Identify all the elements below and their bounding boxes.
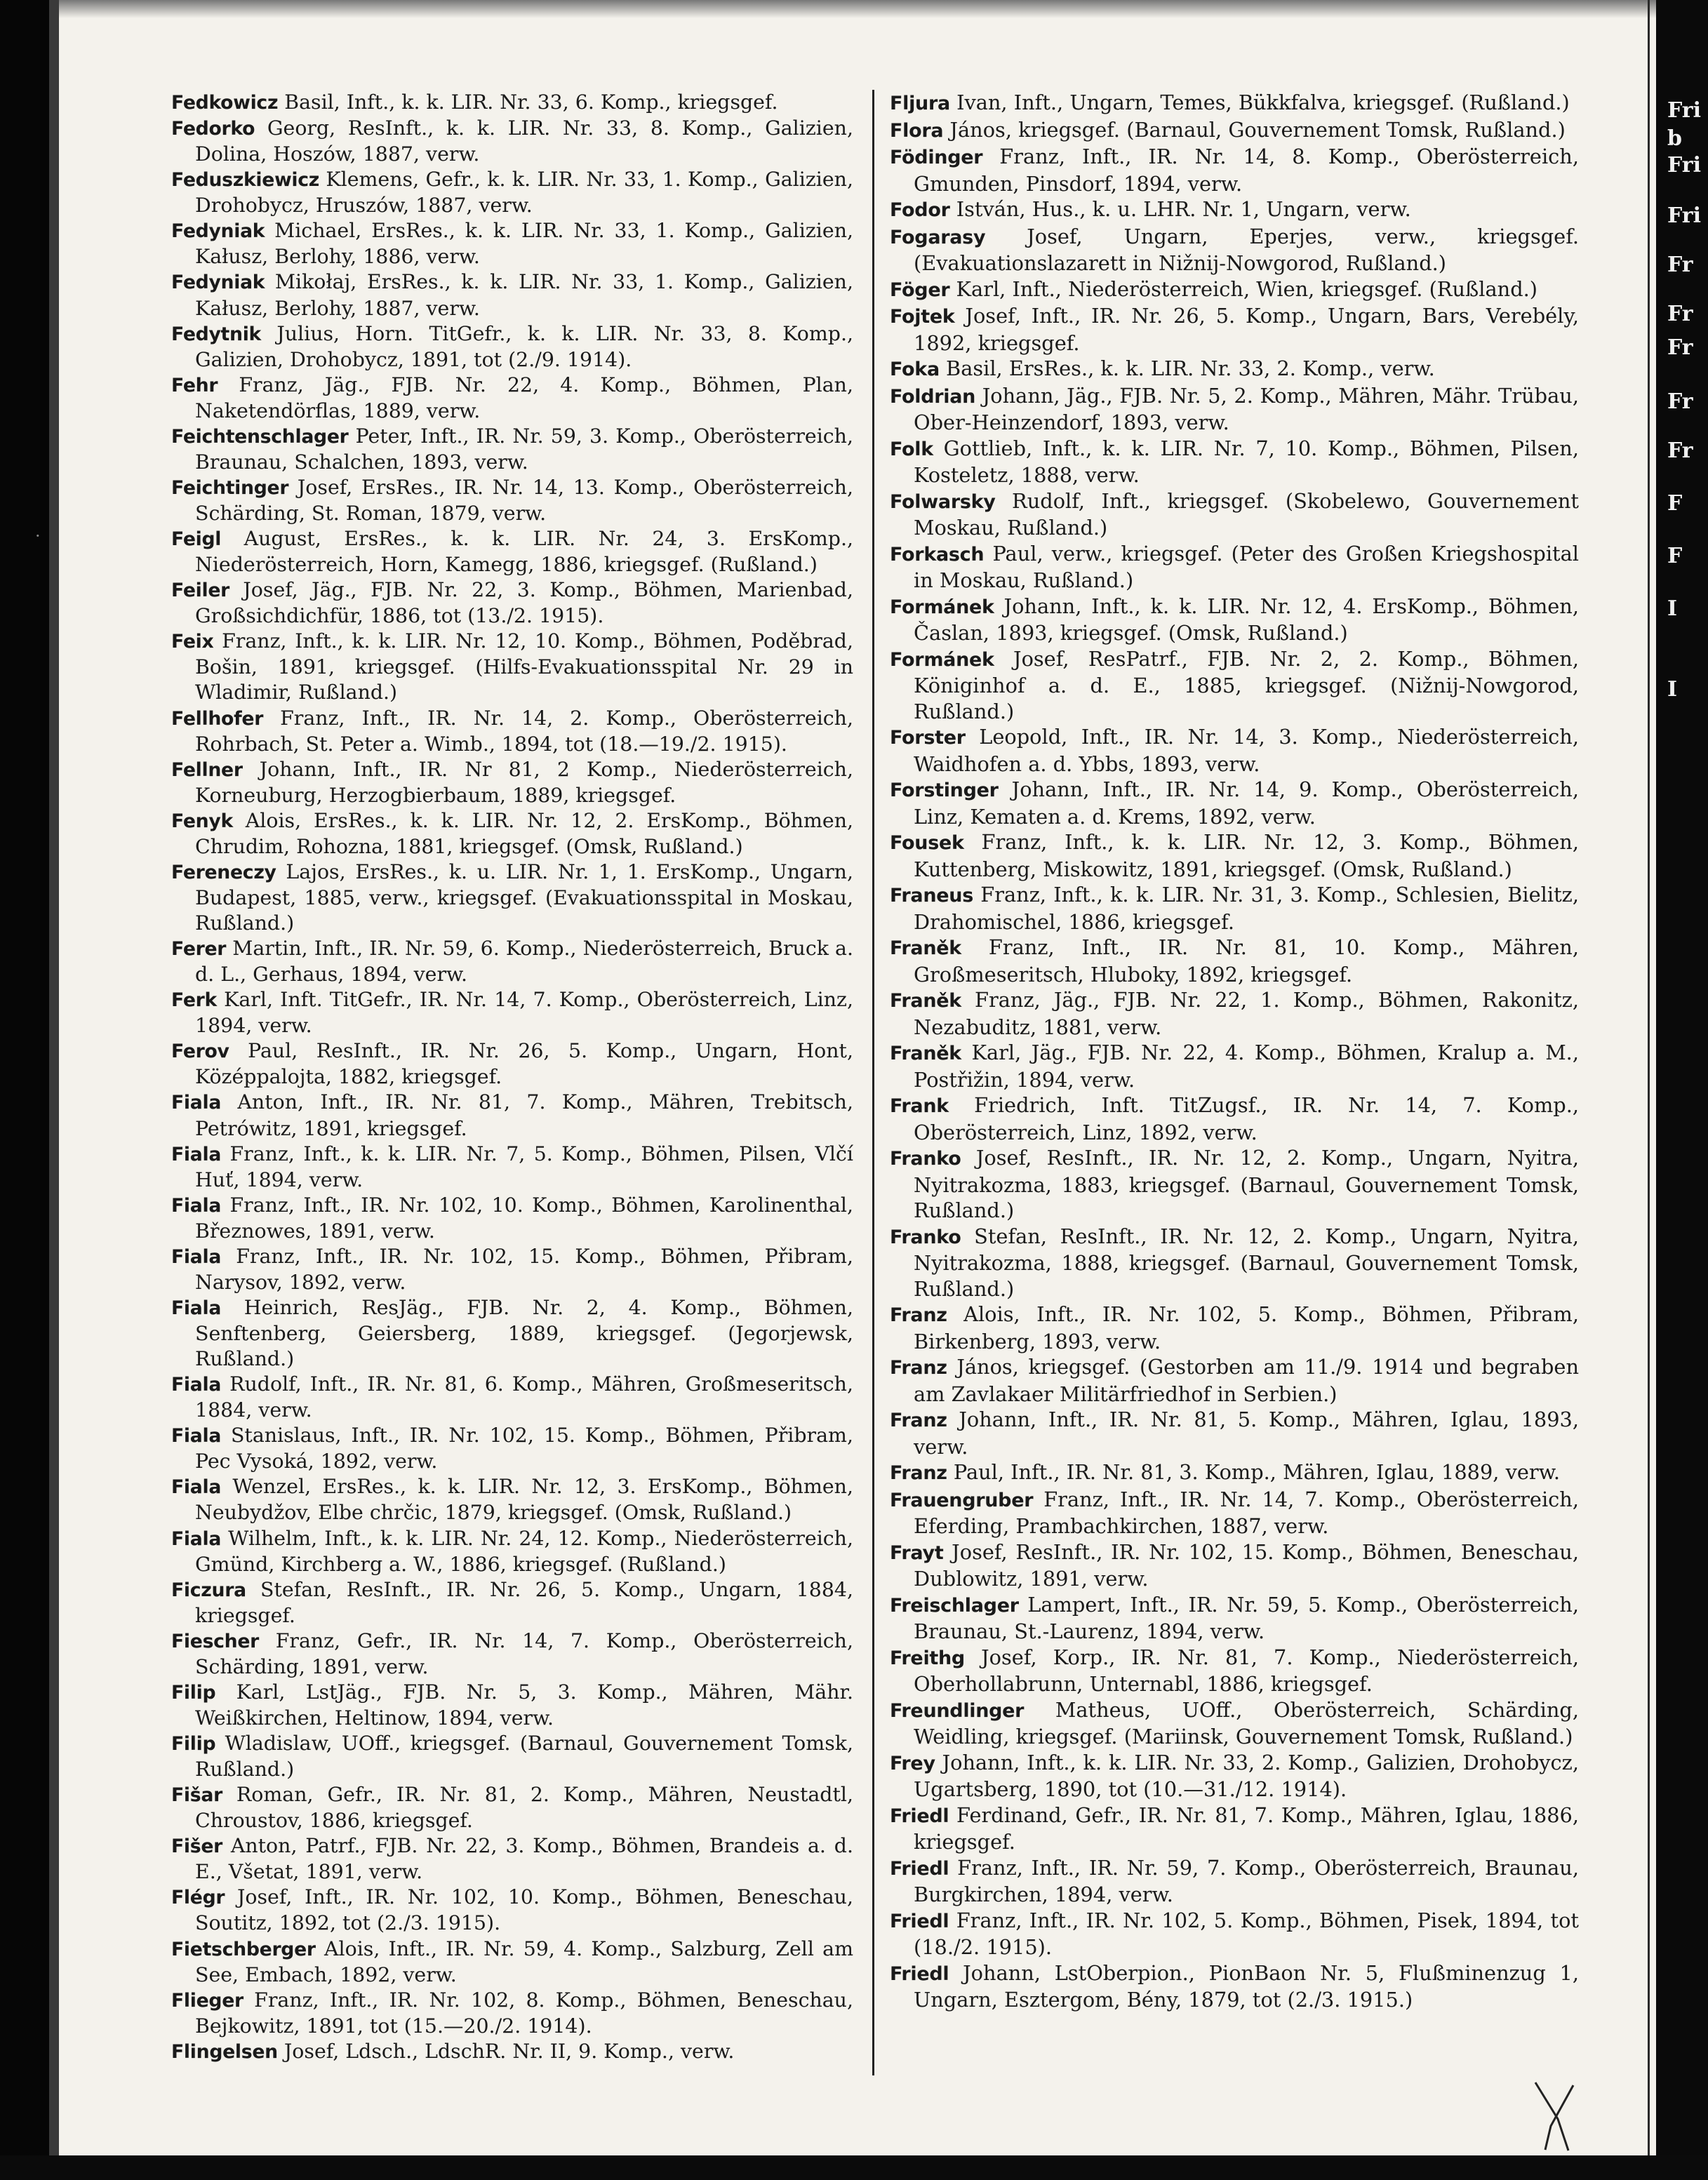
entry-surname: Friedl xyxy=(890,1910,949,1932)
entry-details: Rudolf, Inft., IR. Nr. 81, 6. Komp., Mähren, Großmeseritsch, 1884, verw. xyxy=(195,1372,853,1422)
entry-surname: Fereneczy xyxy=(171,861,276,883)
entry-surname: Fišar xyxy=(171,1784,222,1807)
register-entry xyxy=(890,436,1579,488)
register-entry xyxy=(890,1803,1579,1855)
register-entry xyxy=(171,757,853,808)
entry-details: Josef, ResPatrf., FJB. Nr. 2, 2. Komp., Böhmen, Königinhof a. d. E., 1885, kriegsgef. (Nižnij-Nowgorod, Rußland.) xyxy=(914,646,1579,723)
edge-fragment: Fr xyxy=(1667,335,1693,360)
entry-surname: Foldrian xyxy=(890,385,976,408)
entry-surname: Fiala xyxy=(171,1245,222,1268)
entry-surname: Franz xyxy=(890,1410,947,1431)
scan-right-border xyxy=(1656,0,1708,2180)
entry-details: Franz, Inft., IR. Nr. 59, 7. Komp., Oberösterreich, Braunau, Burgkirchen, 1894, verw. xyxy=(914,1855,1579,1906)
entry-surname: Freundlinger xyxy=(890,1699,1025,1722)
edge-fragment: Fri xyxy=(1667,98,1701,123)
entry-surname: Formánek xyxy=(890,596,994,618)
entry-surname: Frey xyxy=(890,1752,935,1774)
entry-details: Franz, Inft., IR. Nr. 14, 8. Komp., Oberösterreich, Gmunden, Pinsdorf, 1894, verw. xyxy=(914,145,1579,196)
entry-details: Johann, Inft., IR. Nr. 81, 5. Komp., Mähren, Iglau, 1893, verw. xyxy=(914,1407,1579,1459)
entry-details: Franz, Inft., IR. Nr. 14, 2. Komp., Oberösterreich, Rohrbach, St. Peter a. Wimb., 1894, tot (18.—19./2. 1915). xyxy=(195,706,853,756)
entry-details: Karl, Inft., Niederösterreich, Wien, kriegsgef. (Rußland.) xyxy=(949,276,1538,301)
register-entry xyxy=(171,269,853,321)
entry-surname: Franěk xyxy=(890,990,961,1012)
entry-surname: Fojtek xyxy=(890,306,955,328)
entry-details: Rudolf, Inft., kriegsgef. (Skobelewo, Gouvernement Moskau, Rußland.) xyxy=(914,488,1579,540)
entry-details: Josef, Inft., IR. Nr. 26, 5. Komp., Ungarn, Bars, Verebély, 1892, kriegsgef. xyxy=(914,304,1579,355)
entry-details: Johann, Inft., IR. Nr 81, 2 Komp., Niederösterreich, Korneuburg, Herzogbierbaum, 1889, kriegsgef. xyxy=(195,757,853,807)
entry-surname: Fedkowicz xyxy=(171,92,279,114)
entry-surname: Friedl xyxy=(890,1857,949,1880)
register-entry xyxy=(171,706,853,757)
register-entry xyxy=(890,488,1579,541)
register-entry xyxy=(890,383,1579,436)
register-entry xyxy=(890,1592,1579,1645)
register-entry xyxy=(890,1224,1579,1302)
edge-fragment: F xyxy=(1667,544,1683,568)
entry-surname: Fiala xyxy=(171,1092,222,1114)
entry-details: Basil, ErsRes., k. k. LIR. Nr. 33, 2. Komp., verw. xyxy=(939,356,1435,380)
entry-surname: Fiala xyxy=(171,1143,222,1165)
entry-surname: Franz xyxy=(890,1462,947,1484)
edge-fragment: b xyxy=(1667,126,1682,151)
register-entry xyxy=(171,167,853,218)
edge-fragment: I xyxy=(1667,596,1678,621)
right-column xyxy=(890,90,1579,2013)
entry-surname: Frayt xyxy=(890,1542,944,1564)
entry-details: Josef, Ldsch., LdschR. Nr. II, 9. Komp., verw. xyxy=(277,2039,735,2063)
register-entry xyxy=(890,724,1579,777)
entry-details: Josef, Inft., IR. Nr. 102, 10. Komp., Böhmen, Beneschau, Soutitz, 1892, tot (2./3. 1915). xyxy=(195,1885,853,1935)
register-entry xyxy=(890,777,1579,829)
entry-details: István, Hus., k. u. LHR. Nr. 1, Ungarn, verw. xyxy=(949,197,1411,221)
register-entry xyxy=(171,116,853,167)
register-entry xyxy=(171,1731,853,1782)
entry-surname: Formánek xyxy=(890,648,994,671)
register-entry xyxy=(171,1423,853,1474)
entry-surname: Ferov xyxy=(171,1041,229,1063)
entry-details: Ferdinand, Gefr., IR. Nr. 81, 7. Komp., Mähren, Iglau, 1886, kriegsgef. xyxy=(914,1803,1579,1854)
entry-details: Josef, Ungarn, Eperjes, verw., kriegsgef. (Evakuationslazarett in Nižnij-Nowgorod, Rußland.) xyxy=(914,224,1579,275)
register-entry xyxy=(890,1145,1579,1224)
register-entry xyxy=(171,424,853,475)
register-entry xyxy=(890,1407,1579,1459)
entry-surname: Fedytnik xyxy=(171,323,262,345)
entry-surname: Friedl xyxy=(890,1962,949,1985)
edge-fragment: Fr xyxy=(1667,302,1693,326)
entry-details: Mikołaj, ErsRes., k. k. LIR. Nr. 33, 1. Komp., Galizien, Kałusz, Berlohy, 1887, verw. xyxy=(195,270,853,320)
entry-surname: Freischlager xyxy=(890,1594,1019,1617)
register-entry xyxy=(171,936,853,987)
entry-surname: Foka xyxy=(890,359,940,380)
register-entry xyxy=(890,196,1579,224)
entry-details: Wilhelm, Inft., k. k. LIR. Nr. 24, 12. Komp., Niederösterreich, Gmünd, Kirchberg a. W., 1886, kriegsgef. (Rußland.) xyxy=(195,1526,853,1576)
entry-surname: Franeus xyxy=(890,885,973,907)
register-entry xyxy=(171,1988,853,2039)
scan-top-shadow xyxy=(59,0,1656,18)
entry-surname: Fljura xyxy=(890,93,950,114)
register-entry xyxy=(890,541,1579,594)
register-entry xyxy=(171,808,853,860)
entry-details: Stefan, ResInft., IR. Nr. 12, 2. Komp., Ungarn, Nyitra, Nyitrakozma, 1888, kriegsgef. (Barnaul, Gouvernement Tomsk, Rußland.) xyxy=(914,1224,1579,1301)
entry-details: Franz, Inft., k. k. LIR. Nr. 31, 3. Komp., Schlesien, Bielitz, Drahomischel, 1886, kriegsgef. xyxy=(914,883,1579,934)
entry-surname: Feigl xyxy=(171,528,222,551)
edge-fragment: Fr xyxy=(1667,439,1693,463)
register-entry xyxy=(890,1855,1579,1908)
entry-details: Alois, ErsRes., k. k. LIR. Nr. 12, 2. ErsKomp., Böhmen, Chrudim, Rohozna, 1881, kriegsgef. (Omsk, Rußland.) xyxy=(195,808,853,858)
register-entry xyxy=(171,987,853,1038)
entry-surname: Fodor xyxy=(890,199,950,221)
register-entry xyxy=(890,303,1579,356)
entry-details: Karl, LstJäg., FJB. Nr. 5, 3. Komp., Mähren, Mähr. Weißkirchen, Heltinow, 1894, verw. xyxy=(195,1680,853,1730)
entry-surname: Fedyniak xyxy=(171,272,265,294)
entry-details: János, kriegsgef. (Gestorben am 11./9. 1914 und begraben am Zavlakaer Militärfriedhof in Serbien.) xyxy=(914,1355,1579,1406)
entry-surname: Fehr xyxy=(171,374,218,396)
entry-surname: Forstinger xyxy=(890,780,999,801)
entry-details: August, ErsRes., k. k. LIR. Nr. 24, 3. ErsKomp., Niederösterreich, Horn, Kamegg, 1886, kriegsgef. (Rußland.) xyxy=(195,527,853,577)
entry-surname: Frank xyxy=(890,1095,949,1117)
register-entry xyxy=(890,1960,1579,2013)
entry-surname: Ficzura xyxy=(171,1579,246,1601)
register-entry xyxy=(890,144,1579,196)
entry-surname: Fiala xyxy=(171,1527,222,1550)
entry-details: Lampert, Inft., IR. Nr. 59, 5. Komp., Oberösterreich, Braunau, St.-Laurenz, 1894, verw. xyxy=(914,1592,1579,1643)
entry-surname: Fousek xyxy=(890,832,964,854)
register-entry xyxy=(890,276,1579,304)
left-column xyxy=(171,90,853,2065)
entry-surname: Feichtinger xyxy=(171,476,289,499)
entry-surname: Franz xyxy=(890,1304,947,1326)
scan-bottom-border xyxy=(0,2155,1708,2180)
entry-details: Georg, ResInft., k. k. LIR. Nr. 33, 8. Komp., Galizien, Dolina, Hoszów, 1887, verw. xyxy=(195,116,853,166)
register-entry xyxy=(890,1092,1579,1145)
entry-surname: Flora xyxy=(890,119,944,142)
entry-surname: Fiala xyxy=(171,1297,222,1319)
edge-fragment: Fr xyxy=(1667,253,1693,277)
entry-details: Leopold, Inft., IR. Nr. 14, 3. Komp., Niederösterreich, Waidhofen a. d. Ybbs, 1893, verw. xyxy=(914,725,1579,776)
entry-details: Franz, Jäg., FJB. Nr. 22, 1. Komp., Böhmen, Rakonitz, Nezabuditz, 1881, verw. xyxy=(914,988,1579,1039)
entry-details: Josef, Jäg., FJB. Nr. 22, 3. Komp., Böhmen, Marienbad, Großsichdichfür, 1886, tot (13./2. 1915). xyxy=(195,578,853,628)
entry-surname: Ferk xyxy=(171,989,217,1012)
entry-details: Johann, LstOberpion., PionBaon Nr. 5, Flußminenzug 1, Ungarn, Esztergom, Bény, 1879, tot (2./3. 1915.) xyxy=(914,1960,1579,2012)
entry-surname: Ferer xyxy=(171,938,227,961)
register-entry xyxy=(171,475,853,526)
entry-surname: Filip xyxy=(171,1733,216,1755)
entry-surname: Folk xyxy=(890,438,933,460)
register-entry xyxy=(171,218,853,269)
entry-surname: Fietschberger xyxy=(171,1938,316,1960)
entry-surname: Franěk xyxy=(890,937,961,959)
entry-details: Heinrich, ResJäg., FJB. Nr. 2, 4. Komp., Böhmen, Senftenberg, Geiersberg, 1889, kriegsgef. (Jegorjewsk, Rußland.) xyxy=(195,1295,853,1371)
register-entry xyxy=(171,1244,853,1295)
register-entry xyxy=(890,646,1579,725)
entry-details: Martin, Inft., IR. Nr. 59, 6. Komp., Niederösterreich, Bruck a. d. L., Gerhaus, 1894, verw. xyxy=(195,937,853,987)
register-entry xyxy=(171,1372,853,1423)
entry-surname: Feiler xyxy=(171,580,230,602)
entry-details: Stefan, ResInft., IR. Nr. 26, 5. Komp., Ungarn, 1884, kriegsgef. xyxy=(195,1577,853,1627)
edge-fragment: I xyxy=(1667,677,1678,702)
entry-details: Alois, Inft., IR. Nr. 102, 5. Komp., Böhmen, Přibram, Birkenberg, 1893, verw. xyxy=(914,1302,1579,1353)
entry-surname: Filip xyxy=(171,1681,216,1704)
register-entry xyxy=(171,90,853,116)
entry-surname: Föger xyxy=(890,279,950,301)
entry-surname: Fedyniak xyxy=(171,220,265,243)
entry-surname: Forster xyxy=(890,727,966,749)
entry-surname: Folwarsky xyxy=(890,490,996,513)
entry-surname: Forkasch xyxy=(890,543,985,566)
entry-details: Basil, Inft., k. k. LIR. Nr. 33, 6. Komp., kriegsgef. xyxy=(278,91,778,114)
register-entry xyxy=(171,526,853,577)
entry-details: Anton, Patrf., FJB. Nr. 22, 3. Komp., Böhmen, Brandeis a. d. E., Všetat, 1891, verw. xyxy=(195,1834,853,1884)
register-entry xyxy=(171,1833,853,1885)
register-entry xyxy=(890,90,1579,117)
register-entry xyxy=(171,577,853,629)
entry-surname: Franko xyxy=(890,1148,961,1170)
register-entry xyxy=(890,1697,1579,1750)
register-entry xyxy=(171,2039,853,2065)
entry-surname: Franko xyxy=(890,1226,961,1248)
register-entry xyxy=(171,373,853,424)
entry-details: Franz, Inft., IR. Nr. 102, 15. Komp., Böhmen, Přibram, Narysov, 1892, verw. xyxy=(195,1244,853,1294)
entry-details: Paul, verw., kriegsgef. (Peter des Großen Kriegshospital in Moskau, Rußland.) xyxy=(914,541,1579,592)
register-entry xyxy=(890,935,1579,987)
register-entry xyxy=(890,1354,1579,1407)
register-entry xyxy=(171,1937,853,1988)
entry-surname: Fenyk xyxy=(171,810,233,832)
register-entry xyxy=(171,1577,853,1629)
register-entry xyxy=(890,987,1579,1040)
entry-details: Friedrich, Inft. TitZugsf., IR. Nr. 14, 7. Komp., Oberösterreich, Linz, 1892, verw. xyxy=(914,1093,1579,1144)
register-entry xyxy=(171,1680,853,1731)
entry-surname: Fišer xyxy=(171,1835,223,1858)
register-entry xyxy=(171,1295,853,1372)
edge-fragment: Fri xyxy=(1667,153,1701,178)
entry-details: Karl, Inft. TitGefr., IR. Nr. 14, 7. Komp., Oberösterreich, Linz, 1894, verw. xyxy=(195,988,853,1038)
entry-details: Michael, ErsRes., k. k. LIR. Nr. 33, 1. Komp., Galizien, Kałusz, Berlohy, 1886, verw. xyxy=(195,219,853,269)
entry-details: Franz, Inft., k. k. LIR. Nr. 12, 3. Komp., Böhmen, Kuttenberg, Miskowitz, 1891, kriegsgef. (Omsk, Rußland.) xyxy=(914,830,1579,881)
scan-left-shadow xyxy=(49,0,59,2180)
entry-details: Klemens, Gefr., k. k. LIR. Nr. 33, 1. Komp., Galizien, Drohobycz, Hruszów, 1887, verw. xyxy=(195,168,853,218)
register-entry xyxy=(890,594,1579,646)
register-entry xyxy=(890,1459,1579,1487)
entry-surname: Fogarasy xyxy=(890,226,986,248)
edge-fragment: Fri xyxy=(1667,203,1701,228)
scan-left-border xyxy=(0,0,49,2180)
entry-details: Lajos, ErsRes., k. u. LIR. Nr. 1, 1. ErsKomp., Ungarn, Budapest, 1885, verw., kriegsgef. (Evakuationsspital in Moskau, Rußland.) xyxy=(195,860,853,935)
entry-details: Franz, Gefr., IR. Nr. 14, 7. Komp., Oberösterreich, Schärding, 1891, verw. xyxy=(195,1629,853,1678)
register-entry xyxy=(171,1193,853,1244)
entry-surname: Fellhofer xyxy=(171,707,264,730)
entry-details: Roman, Gefr., IR. Nr. 81, 2. Komp., Mähren, Neustadtl, Chroustov, 1886, kriegsgef. xyxy=(195,1783,853,1833)
register-entry xyxy=(890,882,1579,935)
entry-details: János, kriegsgef. (Barnaul, Gouvernement Tomsk, Rußland.) xyxy=(943,117,1566,142)
register-entry xyxy=(171,1782,853,1833)
register-entry xyxy=(171,860,853,936)
entry-details: Franz, Inft., k. k. LIR. Nr. 7, 5. Komp., Böhmen, Pilsen, Vlčí Huť, 1894, verw. xyxy=(195,1142,853,1191)
entry-details: Franz, Inft., k. k. LIR. Nr. 12, 10. Komp., Böhmen, Poděbrad, Bošin, 1891, kriegsgef. (Hilfs-Evakuationsspital Nr. 29 in Wladimir, Rußland.) xyxy=(195,629,853,704)
entry-details: Karl, Jäg., FJB. Nr. 22, 4. Komp., Böhmen, Kralup a. M., Postřižin, 1894, verw. xyxy=(914,1041,1579,1092)
entry-details: Franz, Jäg., FJB. Nr. 22, 4. Komp., Böhmen, Plan, Naketendörflas, 1889, verw. xyxy=(195,373,853,422)
entry-details: Wladislaw, UOff., kriegsgef. (Barnaul, Gouvernement Tomsk, Rußland.) xyxy=(195,1732,853,1781)
entry-details: Gottlieb, Inft., k. k. LIR. Nr. 7, 10. Komp., Böhmen, Pilsen, Kosteletz, 1888, verw. xyxy=(914,436,1579,487)
entry-surname: Fiala xyxy=(171,1374,222,1396)
entry-surname: Feichtenschlager xyxy=(171,425,349,448)
register-entry xyxy=(171,321,853,373)
entry-details: Johann, Jäg., FJB. Nr. 5, 2. Komp., Mähren, Mähr. Trübau, Ober-Heinzendorf, 1893, verw. xyxy=(914,383,1579,434)
entry-details: Johann, Inft., IR. Nr. 14, 9. Komp., Oberösterreich, Linz, Kematen a. d. Krems, 1892, verw. xyxy=(914,777,1579,829)
entry-details: Julius, Horn. TitGefr., k. k. LIR. Nr. 33, 8. Komp., Galizien, Drohobycz, 1891, tot (2./9. 1914). xyxy=(195,321,853,371)
entry-surname: Fellner xyxy=(171,758,243,781)
edge-fragment: F xyxy=(1667,491,1683,516)
page-edge-rule xyxy=(1648,0,1650,2155)
entry-details: Peter, Inft., IR. Nr. 59, 3. Komp., Oberösterreich, Braunau, Schalchen, 1893, verw. xyxy=(195,424,853,474)
register-entry xyxy=(890,1908,1579,1960)
entry-surname: Feduszkiewicz xyxy=(171,169,320,192)
entry-details: Josef, ResInft., IR. Nr. 102, 15. Komp., Böhmen, Beneschau, Dublowitz, 1891, verw. xyxy=(914,1539,1579,1591)
register-entry xyxy=(890,1487,1579,1539)
register-entry xyxy=(171,1142,853,1193)
register-entry xyxy=(171,1474,853,1525)
entry-surname: Fiescher xyxy=(171,1630,260,1652)
entry-details: Franz, Inft., IR. Nr. 102, 5. Komp., Böhmen, Pisek, 1894, tot (18./2. 1915). xyxy=(914,1908,1579,1959)
entry-details: Wenzel, ErsRes., k. k. LIR. Nr. 12, 3. ErsKomp., Böhmen, Neubydžov, Elbe chrčic, 1879, kriegsgef. (Omsk, Rußland.) xyxy=(195,1475,853,1525)
entry-surname: Fiala xyxy=(171,1425,222,1447)
register-entry xyxy=(171,1090,853,1141)
scan-speck: · xyxy=(35,526,41,546)
entry-surname: Fedorko xyxy=(171,118,255,140)
entry-surname: Flégr xyxy=(171,1887,225,1909)
entry-surname: Frauengruber xyxy=(890,1489,1034,1511)
register-entry xyxy=(890,1040,1579,1092)
entry-details: Paul, Inft., IR. Nr. 81, 3. Komp., Mähren, Iglau, 1889, verw. xyxy=(947,1460,1561,1484)
entry-details: Alois, Inft., IR. Nr. 59, 4. Komp., Salzburg, Zell am See, Embach, 1892, verw. xyxy=(195,1937,853,1986)
entry-details: Matheus, UOff., Oberösterreich, Schärding, Weidling, kriegsgef. (Mariinsk, Gouvernement Tomsk, Rußland.) xyxy=(914,1697,1579,1748)
entry-details: Franz, Inft., IR. Nr. 102, 10. Komp., Böhmen, Karolinenthal, Březnowes, 1891, verw. xyxy=(195,1193,853,1243)
edge-fragment: Fr xyxy=(1667,389,1693,414)
entry-surname: Flingelsen xyxy=(171,2040,278,2063)
register-entry xyxy=(171,1885,853,1936)
entry-surname: Freithg xyxy=(890,1647,965,1669)
register-entry xyxy=(890,1645,1579,1697)
entry-details: Franz, Inft., IR. Nr. 14, 7. Komp., Oberösterreich, Eferding, Prambachkirchen, 1887, verw. xyxy=(914,1487,1579,1538)
register-entry xyxy=(890,1750,1579,1803)
entry-surname: Franz xyxy=(890,1357,947,1379)
entry-surname: Feix xyxy=(171,631,214,653)
entry-details: Franz, Inft., IR. Nr. 102, 8. Komp., Böhmen, Beneschau, Bejkowitz, 1891, tot (15.—20./2. 1914). xyxy=(195,1988,853,2038)
entry-details: Stanislaus, Inft., IR. Nr. 102, 15. Komp., Böhmen, Přibram, Pec Vysoká, 1892, verw. xyxy=(195,1424,853,1473)
register-entry xyxy=(890,117,1579,145)
entry-surname: Flieger xyxy=(171,1989,243,2012)
entry-details: Johann, Inft., k. k. LIR. Nr. 12, 4. ErsKomp., Böhmen, Časlan, 1893, kriegsgef. (Omsk, Rußland.) xyxy=(914,594,1579,645)
column-divider xyxy=(872,90,874,2075)
register-entry xyxy=(171,1038,853,1090)
entry-details: Josef, ResInft., IR. Nr. 12, 2. Komp., Ungarn, Nyitra, Nyitrakozma, 1883, kriegsgef. (Barnaul, Gouvernement Tomsk, Rußland.) xyxy=(914,1146,1579,1222)
entry-surname: Fiala xyxy=(171,1476,222,1499)
entry-surname: Franěk xyxy=(890,1043,961,1064)
register-entry xyxy=(890,1302,1579,1354)
entry-details: Anton, Inft., IR. Nr. 81, 7. Komp., Mähren, Trebitsch, Petrówitz, 1891, kriegsgef. xyxy=(195,1090,853,1140)
entry-surname: Födinger xyxy=(890,147,983,168)
register-entry xyxy=(890,829,1579,882)
register-entry xyxy=(890,1539,1579,1592)
register-entry xyxy=(171,1629,853,1680)
register-entry xyxy=(171,629,853,705)
entry-surname: Fiala xyxy=(171,1194,222,1217)
entry-details: Josef, ErsRes., IR. Nr. 14, 13. Komp., Oberösterreich, Schärding, St. Roman, 1879, verw. xyxy=(195,475,853,525)
handwritten-x-mark-icon xyxy=(1530,2077,1579,2154)
entry-details: Paul, ResInft., IR. Nr. 26, 5. Komp., Ungarn, Hont, Középpalojta, 1882, kriegsgef. xyxy=(195,1039,853,1089)
entry-details: Johann, Inft., k. k. LIR. Nr. 33, 2. Komp., Galizien, Drohobycz, Ugartsberg, 1890, tot (10.—31./12. 1914). xyxy=(914,1750,1579,1801)
entry-details: Ivan, Inft., Ungarn, Temes, Bükkfalva, kriegsgef. (Rußland.) xyxy=(949,91,1570,114)
entry-surname: Friedl xyxy=(890,1805,949,1827)
entry-details: Josef, Korp., IR. Nr. 81, 7. Komp., Niederösterreich, Oberhollabrunn, Unternabl, 1886, kriegsgef. xyxy=(914,1645,1579,1696)
register-entry xyxy=(890,356,1579,383)
register-entry xyxy=(171,1526,853,1577)
entry-details: Franz, Inft., IR. Nr. 81, 10. Komp., Mähren, Großmeseritsch, Hluboky, 1892, kriegsgef. xyxy=(914,935,1579,987)
register-entry xyxy=(890,224,1579,276)
